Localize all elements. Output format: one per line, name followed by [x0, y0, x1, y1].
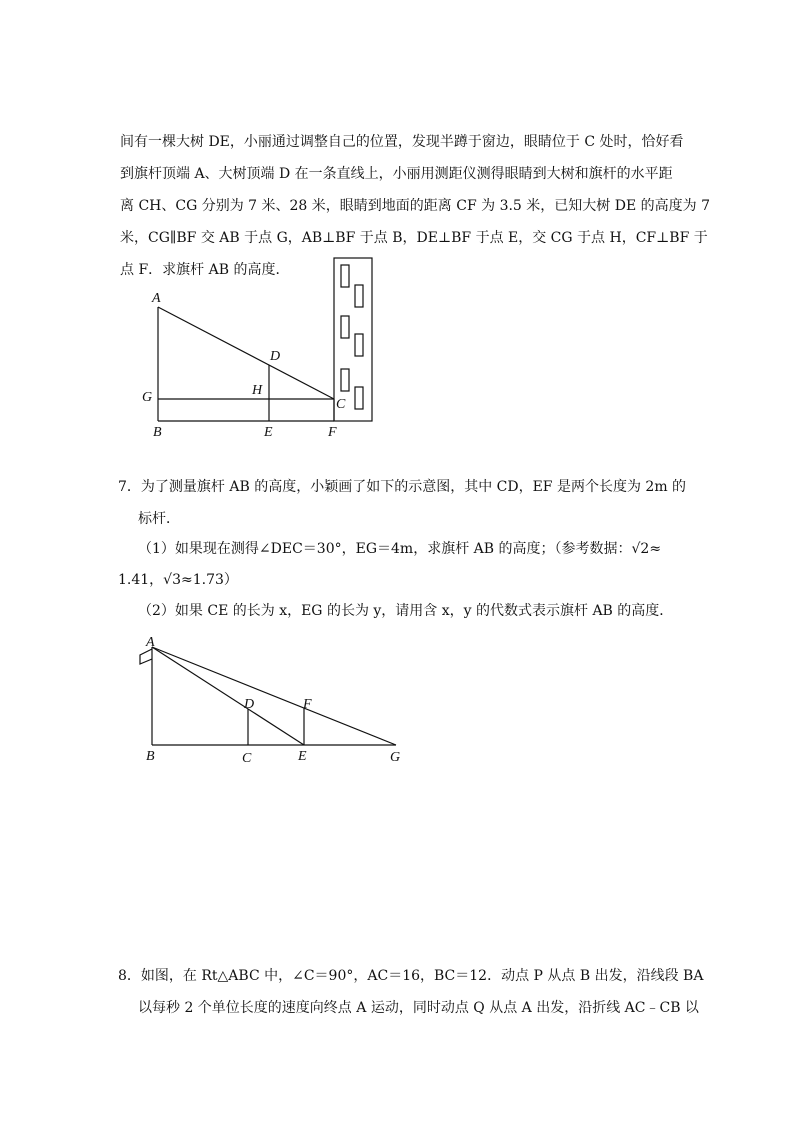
- label-B: B: [146, 749, 155, 764]
- problem7-part1-line-2: 1.41，√3≈1.73）: [118, 572, 238, 588]
- window: [355, 285, 363, 307]
- label-C: C: [336, 397, 346, 412]
- problem6-line-3: 离 CH、CG 分别为 7 米、28 米，眼睛到地面的距离 CF 为 3.5 米，已知大树 DE 的高度为 7: [120, 198, 710, 214]
- label-G: G: [142, 390, 153, 405]
- problem6-line-2: 到旗杆顶端 A、大树顶端 D 在一条直线上，小丽用测距仪测得眼睛到大树和旗杆的水平距: [120, 166, 673, 182]
- problem8-line-2: 以每秒 2 个单位长度的速度向终点 A 运动，同时动点 Q 从点 A 出发，沿折线 AC﹣CB 以: [138, 1000, 699, 1016]
- label-F: F: [328, 425, 337, 440]
- problem8-line-1: 8．如图，在 Rt△ABC 中，∠C＝90°，AC＝16，BC＝12．动点 P 从点 B 出发，沿线段 BA: [118, 968, 704, 984]
- problem6-line-1: 间有一棵大树 DE，小丽通过调整自己的位置，发现半蹲于窗边，眼睛位于 C 处时，恰好看: [120, 134, 684, 150]
- problem8-text: [118, 960, 703, 1024]
- label-A: A: [152, 291, 161, 306]
- problem6-line-4: 米，CG∥BF 交 AB 于点 G，AB⊥BF 于点 B，DE⊥BF 于点 E，交 CG 于点 H，CF⊥BF 于: [120, 230, 708, 246]
- problem7-parts: [118, 534, 673, 627]
- label-H: H: [252, 383, 263, 398]
- segment-AE: [152, 647, 304, 745]
- problem7-line-1: 7．为了测量旗杆 AB 的高度，小颖画了如下的示意图，其中 CD，EF 是两个长度为 2m 的: [118, 479, 687, 495]
- label-E: E: [264, 425, 273, 440]
- problem7-part1-line-1: （1）如果现在测得∠DEC＝30°，EG＝4m，求旗杆 AB 的高度；（参考数据：√2≈: [138, 541, 662, 557]
- window: [355, 387, 363, 409]
- problem7-line-2: 标杆．: [138, 511, 180, 527]
- segment-AG: [152, 647, 396, 745]
- label-F: F: [303, 697, 312, 712]
- label-E: E: [298, 749, 307, 764]
- label-A: A: [146, 635, 155, 650]
- label-G: G: [390, 750, 401, 765]
- window: [341, 316, 349, 338]
- label-C: C: [242, 751, 252, 766]
- label-D: D: [270, 349, 281, 364]
- segment-AC: [158, 307, 334, 399]
- label-D: D: [244, 697, 255, 712]
- problem6-line-5: 点 F．求旗杆 AB 的高度．: [120, 262, 290, 278]
- window: [355, 334, 363, 356]
- flag: [140, 649, 152, 664]
- label-B: B: [153, 425, 162, 440]
- problem6-text: [120, 126, 710, 286]
- problem7-part2: （2）如果 CE 的长为 x，EG 的长为 y，请用含 x，y 的代数式表示旗杆 AB 的高度．: [138, 603, 674, 619]
- problem7-text: [118, 471, 686, 535]
- window: [341, 369, 349, 391]
